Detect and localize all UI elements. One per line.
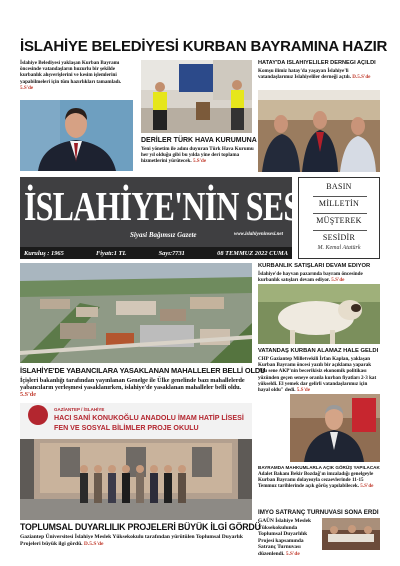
lead-story-text <box>20 60 133 91</box>
chess-photo-illustration <box>322 518 380 550</box>
thy-photo <box>141 60 252 133</box>
bottom-story-page-ref: D.5.S'de <box>83 540 104 547</box>
main-story-page-ref: 5.S'de <box>20 391 36 399</box>
aerial-photo <box>20 263 252 363</box>
main-story-body: İçişleri bakanlığı tarafından yayınlanan Genelge ile Ülke genelinde bazı mahallelerde yabancıların yerleşmesi yasaklanırken, islahiye'de yasaklanan mahalleler belli oldu. <box>20 377 245 392</box>
thy-photo-illustration <box>141 60 252 133</box>
school-photo <box>20 403 252 520</box>
chess-headline: İMYO SATRANÇ TURNUVASI SONA ERDİ <box>258 509 379 516</box>
minister-photo-illustration <box>290 394 380 462</box>
chp-story-text <box>258 356 380 393</box>
hatay-headline: HATAY'DA İSLAHİYELİLER DERNEĞİ AÇILDI <box>258 60 376 66</box>
motto-divider <box>313 230 367 231</box>
motto-line-4: SESİDİR <box>322 233 356 242</box>
kurban-story-page-ref: 5.S'de <box>331 277 345 284</box>
school-sign-line-1: GAZİANTEP / İSLAHİYE <box>54 407 105 412</box>
thy-story-body: Yeni yönetim ile adını duyuran Türk Hava Kurumu her yıl olduğu gibi bu yılda yine deri toplama hizmetlerini yürütecek. <box>141 146 254 165</box>
bekir-story-body: Adalet Bakanı Bekir Bozdağ'ın imzaladığı genelgeyle Kurban Bayramı dolayısıyla cezaevlerinde 11-15 Temmuz tarihlerinde açık görüş yapılabilecek. <box>258 471 374 490</box>
chp-story-page-ref: 5.S'de <box>296 387 310 394</box>
founded-label: Kuruluş : 1965 <box>24 249 64 257</box>
masthead-slogan: Siyasi Bağımsız Gazete <box>130 231 197 239</box>
hatay-story-text <box>258 68 380 80</box>
sheep-photo <box>258 284 380 344</box>
motto-line-3: MÜŞTEREK <box>316 216 362 225</box>
bekir-story-page-ref: 5.S'de <box>360 483 374 490</box>
bottom-story-text <box>20 534 252 547</box>
hatay-photo-illustration <box>258 90 380 172</box>
mayor-photo-illustration <box>20 100 133 171</box>
bottom-story-body: Gaziantep Üniversitesi İslahiye Meslek Yüksekokulu tarafından yürütülen Toplumsal Duyarlık Projeleri büyük ilgi gördü. <box>20 534 243 547</box>
motto-signature: M. Kemal Atatürk <box>317 245 361 251</box>
hatay-photo <box>258 90 380 172</box>
chess-photo <box>322 518 380 550</box>
date-label: 08 TEMMUZ 2022 CUMA <box>217 249 288 257</box>
bekir-headline: BAYRAMDA MAHKUMLARLA AÇIK GÖRÜŞ YAPILACAK <box>258 465 380 470</box>
motto-box <box>298 177 380 259</box>
thy-story-text <box>141 146 256 165</box>
lead-story-body: İslahiye Belediyesi yaklaşan Kurban Bayramı öncesinde vatandaşların huzurlu bir şekilde kurbanlık alışverişlerini ve kesim işlemlerini yapabilmeleri için tüm hazırlıkları tamamladı. <box>20 60 122 85</box>
main-story-text <box>20 377 252 399</box>
top-headline: İSLAHİYE BELEDİYESİ KURBAN BAYRAMINA HAZIR <box>20 38 388 55</box>
masthead-infobar <box>20 247 292 259</box>
minister-photo <box>290 394 380 462</box>
motto-divider <box>313 196 367 197</box>
masthead-url: www.islahiyeninsesi.net <box>234 232 283 237</box>
motto-line-2: MİLLETİN <box>318 199 360 208</box>
kurban-headline: KURBANLIK SATIŞLARI DEVAM EDİYOR <box>258 263 371 269</box>
chess-story-text <box>258 518 318 558</box>
bekir-story-text <box>258 471 380 490</box>
bottom-headline: TOPLUMSAL DUYARLILIK PROJELERİ BÜYÜK İLGİ GÖRDÜ <box>20 522 261 532</box>
mayor-photo <box>20 100 133 171</box>
thy-headline: DERİLER TÜRK HAVA KURUMUNA <box>141 137 257 144</box>
issue-label: Sayı:7731 <box>158 249 185 257</box>
chp-story-body: CHP Gaziantep Milletvekili İrfan Kaplan, yaklaşan Kurban Bayramı öncesi yazılı bir açıklama yaparak "Bu sene AKP'nin becerikisiz ekonomik politikası yüzünden geçen seneye oranla kurban fiyatları 2-3 kat yükseldi. El yemek dar gelirli vatandaşlarımız için hayal oldu" dedi. <box>258 356 377 394</box>
motto-line-1: BASIN <box>326 182 352 191</box>
masthead-title: İSLAHİYE'NİN SESİ <box>24 183 313 229</box>
kurban-story-text <box>258 271 380 283</box>
chess-story-page-ref: 5.S'de <box>285 550 300 557</box>
school-sign-line-3: FEN VE SOSYAL BİLİMLER PROJE OKULU <box>54 424 199 432</box>
sheep-photo-illustration <box>258 284 380 344</box>
masthead <box>20 177 313 247</box>
hatay-story-page-ref: D.5.S'de <box>352 74 371 81</box>
lead-story-page-ref: 5.S'de <box>20 84 34 91</box>
hatay-story-body: Komşu ilimiz hatay'da yaşayan İslahiye'li vatandaşlarımız Islahiyeliler derneği açtılı. <box>258 68 352 81</box>
school-sign-line-2: HACI SANİ KONUKOĞLU ANADOLU İMAM HATİP LİSESİ <box>54 414 244 422</box>
chp-headline: VATANDAŞ KURBAN ALAMAZ HALE GELDİ <box>258 348 379 354</box>
motto-divider <box>313 213 367 214</box>
main-headline: İSLAHİYE'DE YABANCILARA YASAKLANAN MAHALLELER BELLİ OLDU <box>20 366 266 375</box>
kurban-story-body: İslahiye'de hayvan pazarında bayram öncesinde kurbanlık satışları devam ediyor. <box>258 271 363 284</box>
aerial-photo-illustration <box>20 263 252 363</box>
thy-story-page-ref: 5.S'de <box>192 158 207 165</box>
price-label: Fiyatı:1 TL <box>96 249 127 257</box>
chess-story-body: GAÜN İslahiye Meslek Yüksekokulunda Toplumsal Duyarlılık Projesi kapsamında Satranç Turnuvası düzenlendi. <box>258 518 312 557</box>
